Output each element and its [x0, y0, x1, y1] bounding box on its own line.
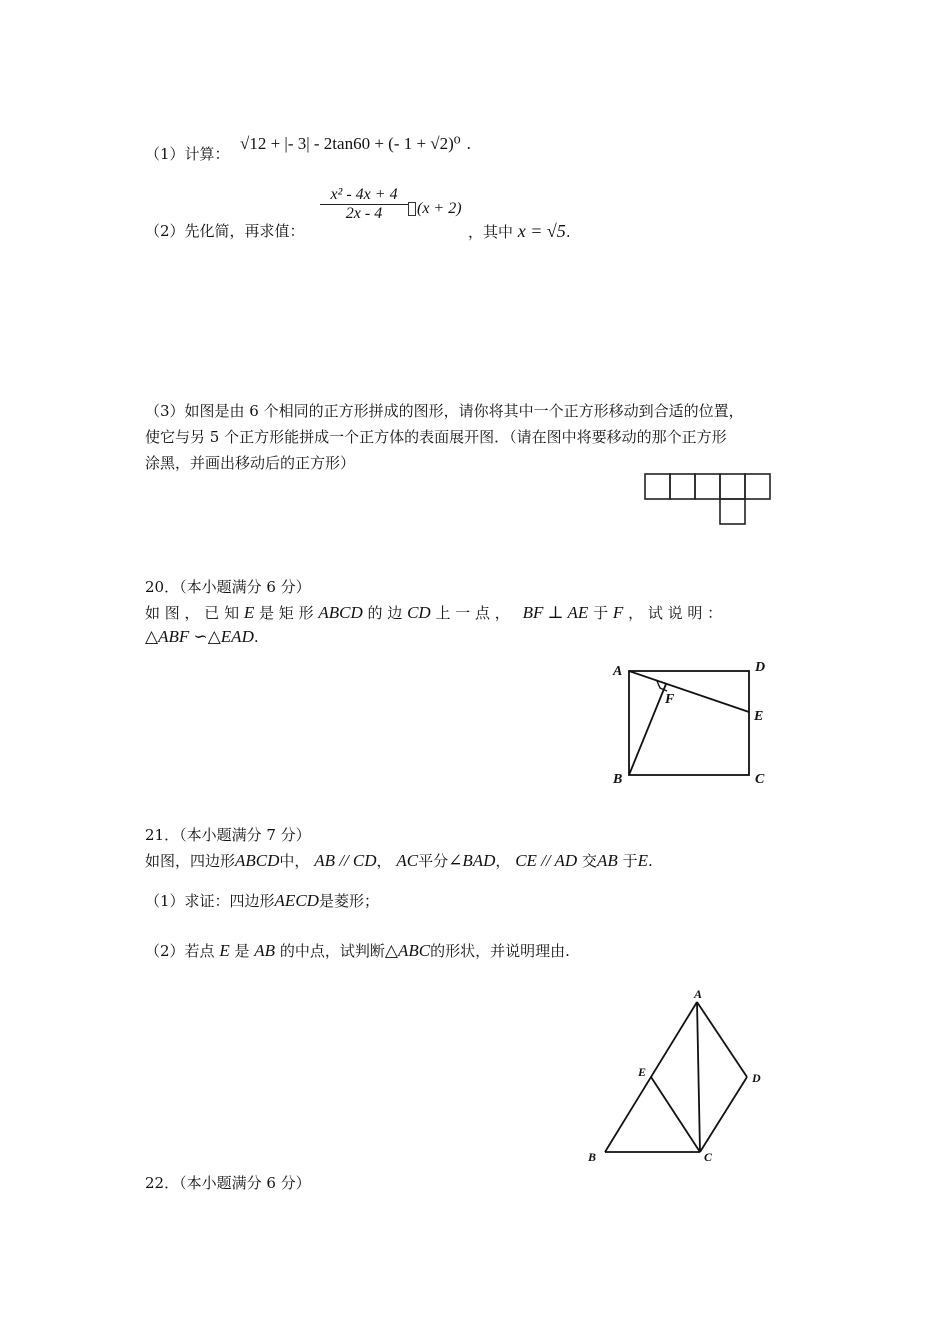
label-f: F — [665, 692, 675, 707]
q20-heading: 20．（本小题满分 6 分） — [145, 578, 311, 596]
q19-part3-line2: 使它与另 5 个正方形能拼成一个正方体的表面展开图．（请在图中将要移动的那个正方形 — [145, 428, 727, 446]
q20-statement-line1: 如 图 ， 已 知 E 是 矩 形 ABCD 的 边 CD 上 一 点 ， BF ⊥ AE 于 F ， 试 说 明 ： — [145, 603, 723, 622]
q19-part1 — [145, 141, 230, 167]
label-c: C — [704, 1150, 713, 1164]
net-square-4 — [720, 474, 745, 499]
q19-part2-label: （2）先化简，再求值： — [145, 222, 305, 240]
q19-part2-tail: (x + 2) — [408, 200, 462, 218]
segment-ad — [697, 1002, 747, 1077]
label-a: A — [694, 987, 703, 1001]
label-b: B — [588, 1150, 597, 1164]
q21-intro: 如图，四边形ABCD中， AB // CD， AC平分∠BAD， CE // AD 交AB 于E. — [145, 851, 653, 870]
rectangle-abcd-figure — [605, 655, 775, 795]
segment-ec — [651, 1077, 700, 1152]
net-square-1 — [645, 474, 670, 499]
fraction-numerator: x² - 4x + 4 — [330, 186, 398, 203]
net-square-2 — [670, 474, 695, 499]
q21-part2: （2）若点 E 是 AB 的中点，试判断△ABC的形状，并说明理由. — [145, 941, 570, 960]
q21-part1: （1）求证：四边形AECD是菱形； — [145, 891, 379, 910]
q19-part3-line3: 涂黑，并画出移动后的正方形） — [145, 454, 356, 472]
net-square-5 — [745, 474, 770, 499]
segment-ae — [629, 671, 749, 712]
label-d: D — [755, 660, 766, 675]
label-c: C — [755, 772, 765, 787]
label-b: B — [613, 772, 623, 787]
label-e: E — [638, 1065, 647, 1079]
fraction-denominator: 2x - 4 — [345, 205, 383, 222]
label-e: E — [754, 709, 764, 724]
q21-heading: 21．（本小题满分 7 分） — [145, 826, 311, 844]
rectangle-abcd — [629, 671, 749, 775]
q19-part2-condition-math: x = √5 — [517, 221, 566, 241]
q19-part2-condition: ，其中 x = √5. — [468, 221, 571, 241]
segment-dc — [700, 1077, 747, 1152]
q20-statement-line2: △ABF ∽△EAD. — [145, 627, 259, 646]
label-a: A — [613, 664, 623, 679]
q19-part2-fraction — [320, 186, 408, 223]
net-square-6 — [720, 499, 745, 524]
net-square-3 — [695, 474, 720, 499]
q19-part1-expression: √12 + |- 3| - 2tan60 + (- 1 + √2)⁰ . — [240, 134, 471, 153]
segment-bf — [629, 684, 666, 775]
q22-heading: 22．（本小题满分 6 分） — [145, 1174, 311, 1192]
unknown-glyph-box — [408, 202, 416, 216]
label-d: D — [752, 1071, 761, 1085]
segment-ac — [697, 1002, 700, 1152]
squares-net-figure — [640, 470, 780, 530]
q19-part3-line1: （3）如图是由 6 个相同的正方形拼成的图形，请你将其中一个正方形移动到合适的位置， — [145, 402, 744, 420]
quadrilateral-abcd-figure — [580, 985, 770, 1165]
q19-part1-label: （1）计算： — [145, 145, 230, 163]
